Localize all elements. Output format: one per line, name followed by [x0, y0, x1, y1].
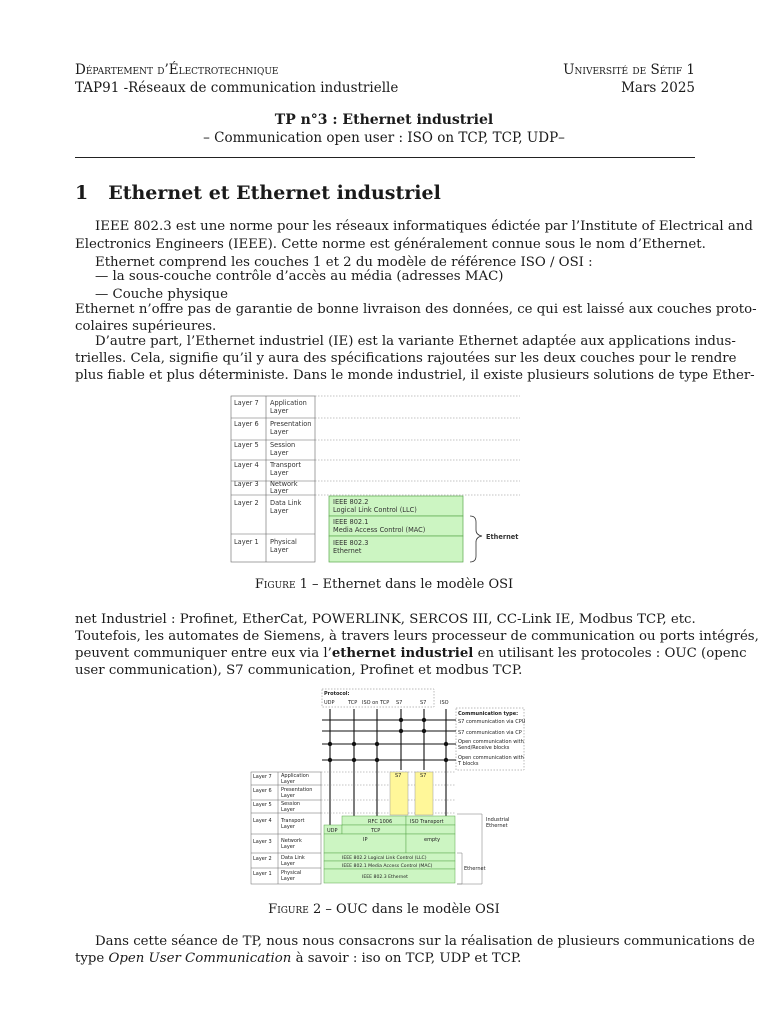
- protocol-label: UDP: [324, 700, 335, 706]
- tcp-label: TCP: [371, 828, 381, 834]
- iso-transport-label: ISO Transport: [410, 819, 444, 825]
- comm-type-item: S7 communication via CPU: [458, 719, 525, 725]
- fig1-layer-num: Layer 7: [234, 399, 259, 407]
- paragraph-line: plus fiable et plus déterministe. Dans le monde industriel, il existe plusieurs solutions de type Ether-: [75, 368, 755, 383]
- ip-label: IP: [363, 837, 368, 843]
- protocol-label: ISO: [440, 700, 449, 706]
- comm-type-item: Open communication with: [458, 739, 524, 745]
- paragraph-line: [75, 645, 747, 663]
- paragraph-text: à savoir : iso on TCP, UDP et TCP.: [291, 951, 522, 966]
- paragraph-line: Dans cette séance de TP, nous nous consacrons sur la réalisation de plusieurs communications de: [95, 934, 755, 949]
- protocol-label: ISO on TCP: [362, 700, 390, 706]
- paragraph-line: Ethernet comprend les couches 1 et 2 du modèle de référence ISO / OSI :: [95, 255, 593, 270]
- fig2-layer-name: Layer: [281, 861, 295, 867]
- fig2-layer-num: Layer 1: [253, 871, 272, 877]
- fig2-layer-name: Presentation: [281, 787, 313, 793]
- section-heading: [75, 182, 441, 204]
- figure-2-caption-label: Figure 2: [268, 902, 322, 917]
- industrial-ethernet-label: Industrial: [486, 817, 510, 823]
- fig2-layer-num: Layer 6: [253, 788, 272, 794]
- paragraph-text: en utilisant les protocoles : OUC (openc: [473, 646, 747, 661]
- paragraph-line: D’autre part, l’Ethernet industriel (IE) est la variante Ethernet adaptée aux applications indus-: [95, 334, 736, 349]
- fig1-layer-name: Layer: [270, 407, 289, 415]
- comm-type-title: Communication type:: [458, 711, 519, 717]
- title-divider: [75, 157, 695, 158]
- phy-label: IEEE 802.3: [333, 539, 369, 547]
- figure-1-caption-text: – Ethernet dans le modèle OSI: [307, 577, 514, 592]
- fig1-layer-name: Application: [270, 399, 307, 407]
- paragraph-line: Toutefois, les automates de Siemens, à travers leurs processeur de communication ou ports intégrés,: [75, 629, 759, 644]
- fig1-layer-name: Layer: [270, 507, 289, 515]
- ethernet-brace: [470, 516, 482, 562]
- paragraph-line: trielles. Cela, signifie qu’il y aura des spécifications rajoutées sur les deux couches pour le rendre: [75, 351, 737, 366]
- fig2-layer-num: Layer 5: [253, 802, 272, 808]
- figure-2-ouc-osi: [250, 688, 525, 888]
- fig1-layer-num: Layer 3: [234, 480, 259, 488]
- fig1-layer-name: Data Link: [270, 499, 302, 507]
- llc-label: Logical Link Control (LLC): [333, 506, 417, 514]
- fig2-layer-name: Transport: [281, 818, 305, 824]
- fig1-layer-name: Transport: [270, 461, 301, 469]
- protocol-label: S7: [396, 700, 403, 706]
- comm-type-item: T blocks: [458, 761, 479, 767]
- fig2-layer-name: Layer: [281, 779, 295, 785]
- fig1-layer-num: Layer 6: [234, 420, 259, 428]
- udp-label: UDP: [327, 828, 338, 834]
- fig1-layer-name: Layer: [270, 546, 289, 554]
- fig2-layer-name: Session: [281, 801, 301, 807]
- mac-label: IEEE 802.1 Media Access Control (MAC): [342, 864, 433, 869]
- protocol-label: TCP: [348, 700, 358, 706]
- fig2-layer-num: Layer 3: [253, 839, 272, 845]
- figure-2-caption-text: – OUC dans le modèle OSI: [321, 902, 500, 917]
- tp-title: TP n°3 : Ethernet industriel: [274, 112, 494, 128]
- fig2-layer-name: Layer: [281, 793, 295, 799]
- llc-label: IEEE 802.2: [333, 498, 369, 506]
- bullet-item: — Couche physique: [95, 287, 228, 302]
- fig1-layer-name: Layer: [270, 449, 289, 457]
- phy-label: Ethernet: [333, 547, 362, 555]
- fig1-layer-num: Layer 5: [234, 441, 259, 449]
- paragraph-line: [75, 950, 521, 968]
- rfc1006-label: RFC 1006: [368, 819, 393, 825]
- comm-type-item: S7 communication via CP: [458, 730, 522, 736]
- paragraph-line: IEEE 802.3 est une norme pour les réseaux informatiques édictée par l’Institute of Electrical and: [95, 219, 753, 234]
- s7-label: S7: [420, 773, 427, 779]
- paragraph-line: Electronics Engineers (IEEE). Cette norme est généralement connue sous le nom d’Ethernet.: [75, 237, 706, 252]
- fig2-layer-name: Data Link: [281, 855, 305, 861]
- paragraph-text: peuvent communiquer entre eux via l’: [75, 646, 332, 661]
- fig1-layer-num: Layer 1: [234, 538, 259, 546]
- figure-1-caption-label: Figure 1: [254, 577, 308, 592]
- tp-subtitle: – Communication open user : ISO on TCP, TCP, UDP–: [203, 130, 565, 146]
- paragraph-line: net Industriel : Profinet, EtherCat, POWERLINK, SERCOS III, CC-Link IE, Modbus TCP, etc.: [75, 612, 696, 627]
- course-name: TAP91 -Réseaux de communication industrielle: [75, 80, 399, 96]
- bullet-item: — la sous-couche contrôle d’accès au média (adresses MAC): [95, 269, 504, 284]
- fig2-layer-name: Layer: [281, 844, 295, 850]
- fig1-layer-num: Layer 2: [234, 499, 259, 507]
- paragraph-text: type: [75, 951, 109, 966]
- fig1-layer-name: Session: [270, 441, 296, 449]
- protocol-title: Protocol:: [324, 691, 350, 697]
- fig2-layer-num: Layer 7: [253, 774, 272, 780]
- mac-label: IEEE 802.1: [333, 518, 369, 526]
- fig2-layer-name: Layer: [281, 876, 295, 882]
- figure-1-caption: [0, 577, 768, 592]
- paragraph-line: user communication), S7 communication, Profinet et modbus TCP.: [75, 663, 523, 678]
- paragraph-line: colaires supérieures.: [75, 319, 217, 334]
- fig1-layer-name: Layer: [270, 428, 289, 436]
- figure-2-diagram: [250, 688, 525, 888]
- comm-type-item: Open communication with: [458, 755, 524, 761]
- fig2-layer-name: Layer: [281, 807, 295, 813]
- fig2-layer-name: Layer: [281, 824, 295, 830]
- paragraph-line: Ethernet n’offre pas de garantie de bonne livraison des données, ce qui est laissé aux couches proto-: [75, 302, 757, 317]
- section-title: Ethernet et Ethernet industriel: [108, 182, 441, 204]
- fig2-layer-name: Application: [281, 773, 309, 779]
- fig1-layer-name: Physical: [270, 538, 297, 546]
- fig2-layer-name: Network: [281, 838, 302, 844]
- fig1-layer-num: Layer 4: [234, 461, 259, 469]
- document-date: Mars 2025: [621, 80, 695, 96]
- figure-2-caption: [0, 902, 768, 917]
- department-name: Département d’Électrotechnique: [75, 62, 279, 78]
- fig1-layer-name: Layer: [270, 487, 289, 495]
- fig1-layer-name: Network: [270, 480, 298, 488]
- ethernet-brace-label: Ethernet: [486, 533, 519, 541]
- industrial-ethernet-label: Ethernet: [486, 823, 508, 829]
- fig2-layer-name: Physical: [281, 870, 302, 876]
- fig1-layer-name: Layer: [270, 469, 289, 477]
- ethernet-label: Ethernet: [464, 866, 486, 872]
- empty-label: empty: [424, 837, 441, 843]
- emphasis-text: Open User Communication: [108, 951, 292, 966]
- protocol-label: S7: [420, 700, 427, 706]
- emphasis-text: ethernet industriel: [331, 646, 474, 661]
- llc-label: IEEE 802.2 Logical Link Control (LLC): [342, 856, 427, 861]
- s7-label: S7: [395, 773, 402, 779]
- phy-label: IEEE 802.3 Ethernet: [362, 875, 408, 880]
- comm-type-item: Send/Receive blocks: [458, 745, 510, 751]
- figure-1-osi-ethernet: [230, 394, 530, 566]
- figure-1-diagram: [230, 394, 530, 566]
- section-number: 1: [75, 182, 89, 204]
- fig1-layer-name: Presentation: [270, 420, 312, 428]
- university-name: Université de Sétif 1: [563, 62, 695, 78]
- mac-label: Media Access Control (MAC): [333, 526, 426, 534]
- fig2-layer-num: Layer 2: [253, 856, 272, 862]
- fig2-layer-num: Layer 4: [253, 818, 272, 824]
